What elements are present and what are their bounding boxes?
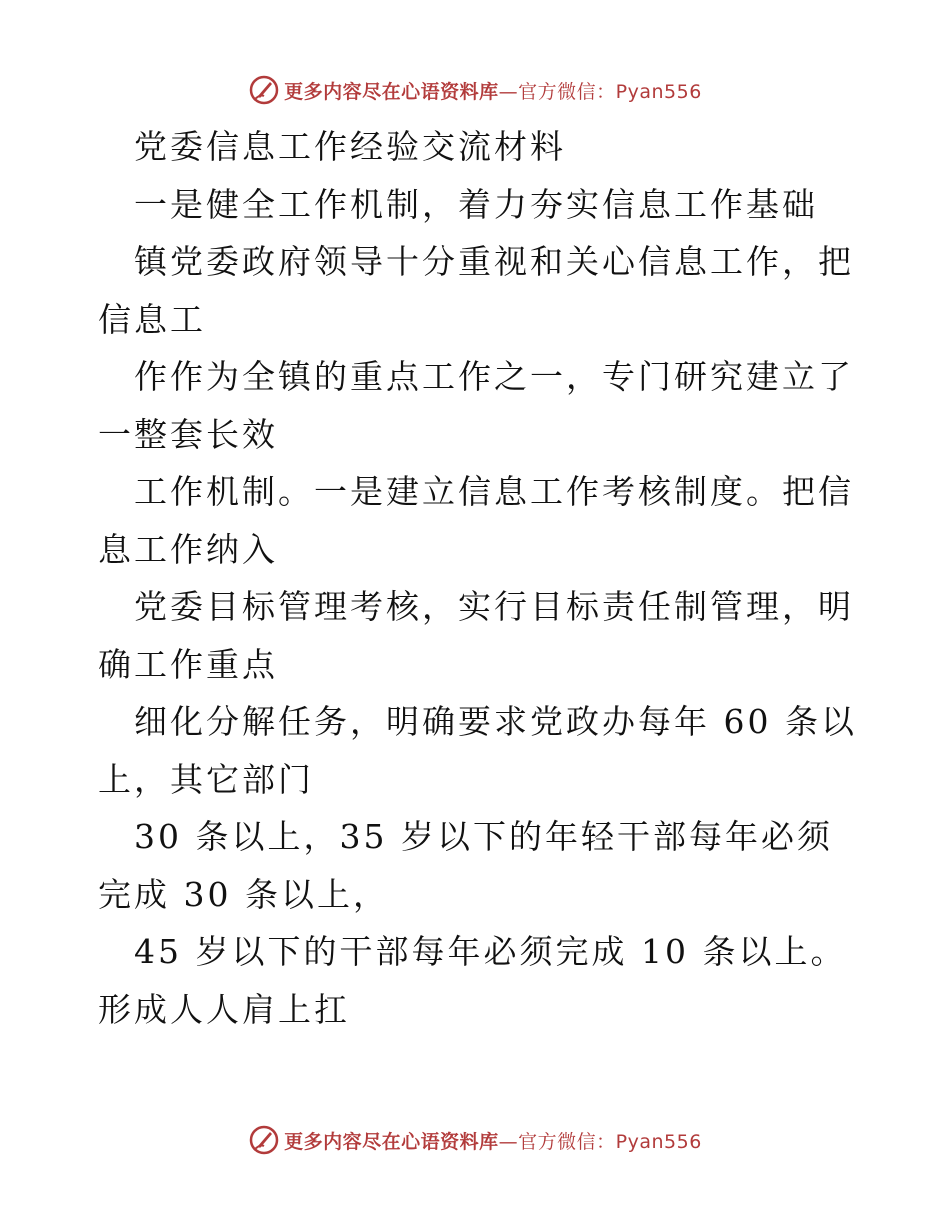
paragraph-line: 细化分解任务，明确要求党政办每年 60 条以上，其它部门 (98, 702, 857, 799)
watermark-contact: —官方微信：Pyan556 (498, 1130, 702, 1153)
paragraph-line: 工作机制。一是建立信息工作考核制度。把信息工作纳入 (98, 472, 854, 569)
watermark-brand: 更多内容尽在心语资料库 (284, 80, 499, 103)
document-body (98, 118, 858, 1038)
watermark-contact: —官方微信：Pyan556 (498, 80, 702, 103)
quill-logo-icon (248, 1124, 280, 1156)
header-watermark (0, 70, 950, 110)
watermark-brand: 更多内容尽在心语资料库 (284, 1130, 499, 1153)
paragraph-line: 镇党委政府领导十分重视和关心信息工作，把信息工 (98, 242, 854, 339)
document-title: 党委信息工作经验交流材料 (134, 127, 566, 166)
paragraph-line: 30 条以上，35 岁以下的年轻干部每年必须完成 30 条以上， (98, 817, 833, 914)
paragraph-line: 党委目标管理考核，实行目标责任制管理，明确工作重点 (98, 587, 854, 684)
footer-watermark (0, 1120, 950, 1160)
paragraph-line: 作作为全镇的重点工作之一，专门研究建立了一整套长效 (98, 357, 854, 454)
quill-logo-icon (248, 74, 280, 106)
paragraph-line: 45 岁以下的干部每年必须完成 10 条以上。形成人人肩上扛 (98, 932, 847, 1029)
paragraph-line: 一是健全工作机制，着力夯实信息工作基础 (134, 184, 818, 224)
